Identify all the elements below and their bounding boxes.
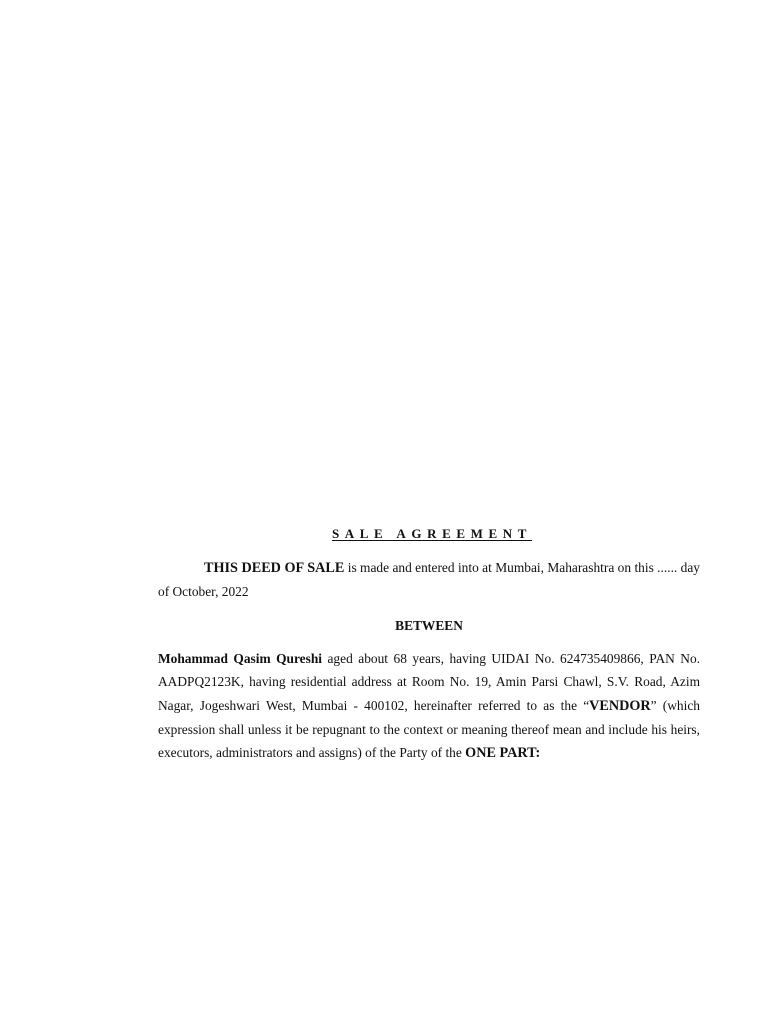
- intro-paragraph: [158, 556, 700, 603]
- document-body: [158, 522, 700, 766]
- intro-text: is made and entered into at Mumbai, Maharashtra on this ...... day of October, 2022: [158, 560, 700, 600]
- document-title: SALE AGREEMENT: [331, 526, 533, 541]
- vendor-name: Mohammad Qasim Qureshi: [158, 650, 322, 666]
- between-heading: BETWEEN: [395, 617, 463, 633]
- vendor-paragraph: [158, 647, 700, 766]
- vendor-term: VENDOR: [589, 697, 651, 714]
- one-part-label: ONE PART:: [465, 745, 541, 762]
- vendor-details: aged about 68 years, having UIDAI No. 624735409866, PAN No. AADPQ2123K, having residential address at Room No. 19, Amin Parsi Chawl, S.V. Road, Azim Nagar, Jogeshwari West, Mumbai - 400102, hereinafter referred to as the “: [158, 650, 700, 713]
- intro-lead: THIS DEED OF SALE: [204, 560, 345, 577]
- vendor-expression: ” (which expression shall unless it be repugnant to the context or meaning thereof mean and include his heirs, executors, administrators and assigns) of the Party of the: [158, 697, 700, 761]
